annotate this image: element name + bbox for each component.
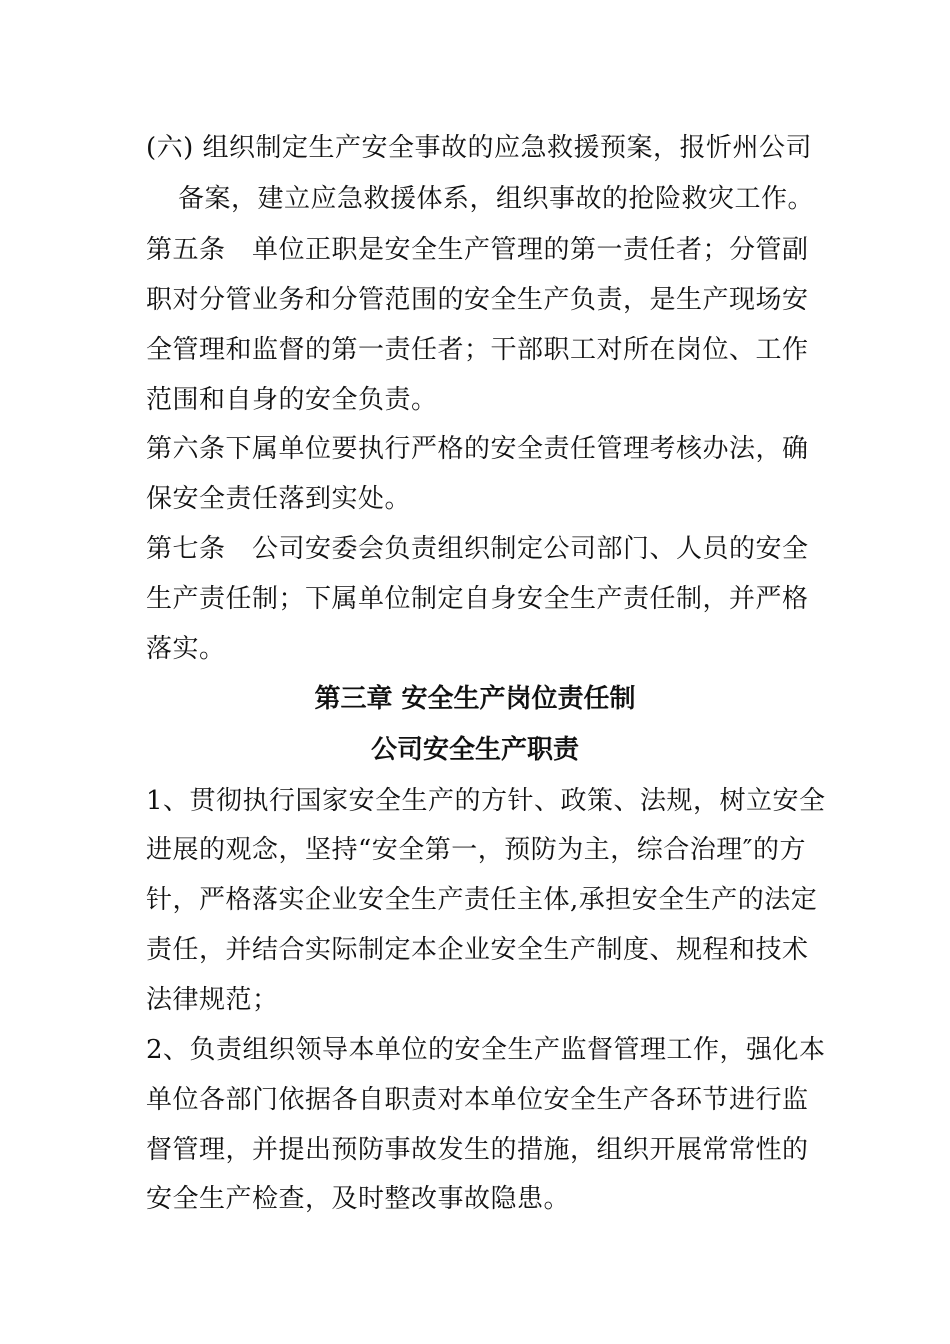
text-line: 落实。 — [146, 634, 226, 664]
duty-line: 进展的观念，坚持“安全第一，预防为主，综合治理″的方 — [146, 835, 807, 865]
text-line: 范围和自身的安全负责。 — [146, 385, 438, 415]
duty-line: 督管理，并提出预防事故发生的措施，组织开展常常性的 — [146, 1135, 809, 1165]
text-line: 全管理和监督的第一责任者；干部职工对所在岗位、工作 — [146, 335, 809, 365]
duty-line: 安全生产检查，及时整改事故隐患。 — [146, 1184, 571, 1214]
text-line: 第六条下属单位要执行严格的安全责任管理考核办法，确 — [146, 434, 809, 464]
text-line: 保安全责任落到实处。 — [146, 484, 412, 514]
section-title: 公司安全生产职责 — [370, 735, 579, 765]
text-line: (六) 组织制定生产安全事故的应急救援预案，报忻州公司 — [146, 133, 813, 163]
text-line: 第七条 公司安委会负责组织制定公司部门、人员的安全 — [146, 534, 809, 564]
text-line: 第五条 单位正职是安全生产管理的第一责任者；分管副 — [146, 235, 809, 265]
duty-line: 针，严格落实企业安全生产责任主体,承担安全生产的法定 — [146, 885, 818, 915]
text-line: 职对分管业务和分管范围的安全生产负责，是生产现场安 — [146, 285, 809, 315]
chapter-title: 第三章 安全生产岗位责任制 — [314, 684, 636, 714]
text-line: 生产责任制；下属单位制定自身安全生产责任制，并严格 — [146, 584, 809, 614]
duty-line: 单位各部门依据各自职责对本单位安全生产各环节进行监 — [146, 1085, 809, 1115]
duty-line: 2、负责组织领导本单位的安全生产监督管理工作，强化本 — [146, 1035, 826, 1065]
text-line: 备案，建立应急救援体系，组织事故的抢险救灾工作。 — [178, 184, 815, 214]
duty-line: 责任，并结合实际制定本企业安全生产制度、规程和技术 — [146, 935, 809, 965]
duty-line: 1、贯彻执行国家安全生产的方针、政策、法规，树立安全 — [146, 786, 826, 816]
duty-line: 法律规范； — [146, 985, 279, 1015]
